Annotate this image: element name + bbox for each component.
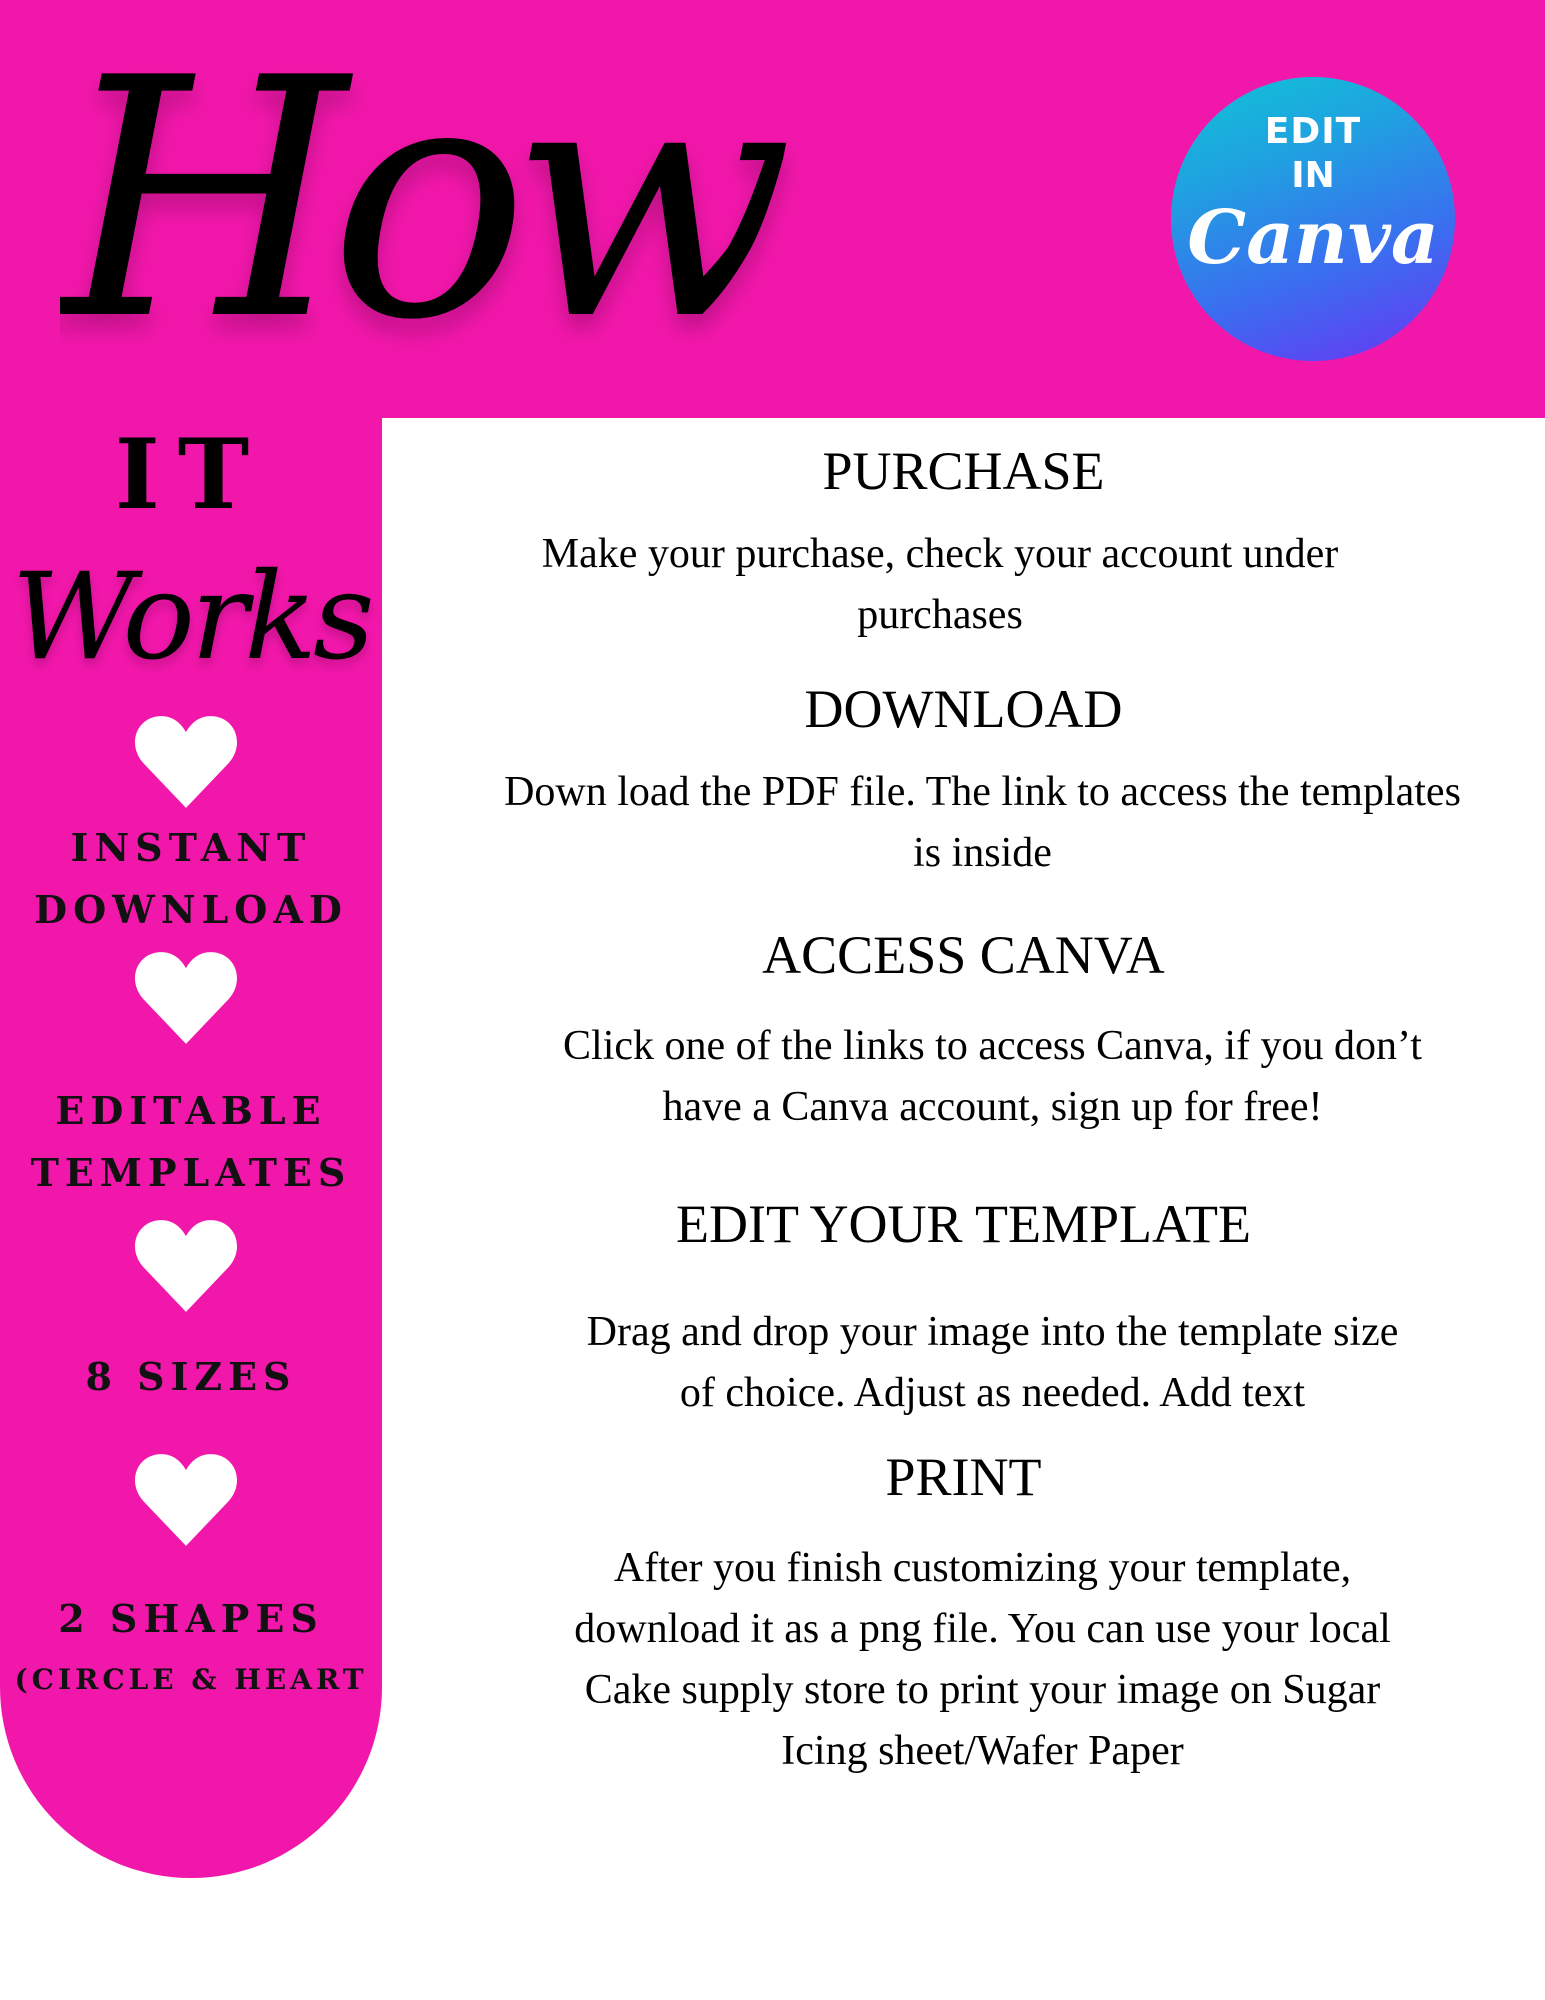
step-body-edit-template bbox=[440, 1302, 1545, 1424]
step-body-line: Cake supply store to print your image on Sugar bbox=[584, 1667, 1381, 1713]
works-script-label: Works bbox=[11, 548, 371, 687]
step-heading-access-canva: ACCESS CANVA bbox=[762, 925, 1165, 985]
step-body-line: have a Canva account, sign up for free! bbox=[662, 1084, 1323, 1130]
step-body-line: Drag and drop your image into the template size bbox=[586, 1309, 1399, 1355]
step-body-print bbox=[420, 1538, 1545, 1782]
step-heading-purchase: PURCHASE bbox=[822, 441, 1105, 501]
step-body-download bbox=[420, 762, 1545, 884]
feature-line: (CIRCLE & HEART bbox=[14, 1663, 368, 1696]
step-heading-download: DOWNLOAD bbox=[804, 679, 1123, 739]
edit-in-canva-badge[interactable] bbox=[1171, 77, 1455, 361]
badge-in-text: IN bbox=[1291, 155, 1335, 196]
it-label: IT bbox=[114, 418, 268, 531]
step-body-line: download it as a png file. You can use your local bbox=[574, 1606, 1391, 1652]
heart-icon bbox=[132, 1218, 240, 1314]
feature-2-shapes bbox=[0, 1588, 382, 1650]
feature-8-sizes bbox=[0, 1346, 382, 1408]
step-body-line: Click one of the links to access Canva, if you don’t bbox=[563, 1023, 1422, 1069]
step-heading-print: PRINT bbox=[885, 1447, 1042, 1507]
step-body-line: Icing sheet/Wafer Paper bbox=[781, 1728, 1184, 1774]
heart-icon bbox=[132, 714, 240, 810]
step-body-line: After you finish customizing your template, bbox=[613, 1545, 1352, 1591]
badge-edit-text: EDIT bbox=[1264, 111, 1362, 152]
feature-2-shapes-detail bbox=[0, 1660, 382, 1700]
how-script-title: How bbox=[60, 8, 775, 392]
feature-line: INSTANT bbox=[70, 825, 312, 870]
feature-line: TEMPLATES bbox=[30, 1150, 352, 1195]
feature-line: 2 SHAPES bbox=[58, 1596, 324, 1641]
step-body-purchase bbox=[440, 524, 1440, 646]
step-heading-edit-template: EDIT YOUR TEMPLATE bbox=[676, 1194, 1251, 1254]
step-body-line: of choice. Adjust as needed. Add text bbox=[679, 1370, 1306, 1416]
step-body-line: purchases bbox=[857, 592, 1023, 638]
step-body-line: Down load the PDF file. The link to access the templates bbox=[504, 769, 1461, 815]
feature-line: DOWNLOAD bbox=[34, 887, 348, 932]
heart-icon bbox=[132, 1452, 240, 1548]
feature-line: 8 SIZES bbox=[85, 1354, 297, 1399]
step-body-access-canva bbox=[440, 1016, 1545, 1138]
canva-logo-text: Canva bbox=[1187, 195, 1439, 281]
step-body-line: is inside bbox=[913, 830, 1052, 876]
heart-icon bbox=[132, 950, 240, 1046]
feature-editable-templates bbox=[0, 1080, 382, 1204]
feature-line: EDITABLE bbox=[55, 1088, 327, 1133]
feature-instant-download bbox=[0, 817, 382, 941]
step-body-line: Make your purchase, check your account under bbox=[541, 531, 1339, 577]
